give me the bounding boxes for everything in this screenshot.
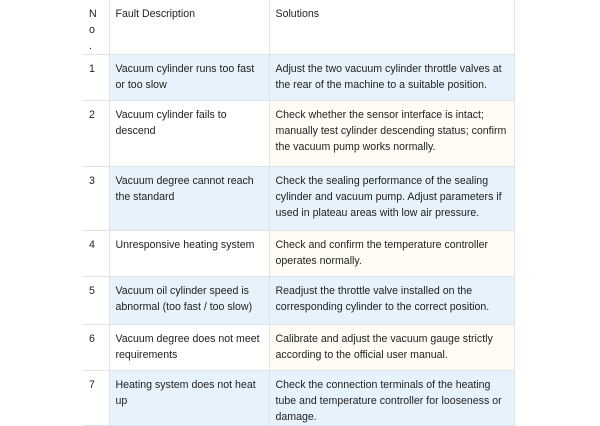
row-number: 6 bbox=[83, 325, 109, 371]
table-row bbox=[83, 101, 514, 167]
solution-cell: Check whether the sensor interface is intact; manually test cylinder descending status; confirm the vacuum pump works normally. bbox=[269, 101, 514, 167]
header-fault-label: Fault Description bbox=[115, 8, 195, 20]
fault-table bbox=[83, 0, 515, 426]
row-number: 5 bbox=[83, 277, 109, 325]
header-fault-description bbox=[109, 0, 269, 55]
solution-cell: Check the connection terminals of the heating tube and temperature controller for looseness or damage. bbox=[269, 371, 514, 426]
row-number: 3 bbox=[83, 167, 109, 231]
solution-cell: Adjust the two vacuum cylinder throttle valves at the rear of the machine to a suitable position. bbox=[269, 55, 514, 101]
table-header-row bbox=[83, 0, 514, 55]
fault-description-cell: Vacuum cylinder runs too fast or too slow bbox=[109, 55, 269, 101]
fault-description-cell: Vacuum cylinder fails to descend bbox=[109, 101, 269, 167]
fault-description-cell: Vacuum degree cannot reach the standard bbox=[109, 167, 269, 231]
solution-cell: Readjust the throttle valve installed on the corresponding cylinder to the correct position. bbox=[269, 277, 514, 325]
solution-cell: Check and confirm the temperature controller operates normally. bbox=[269, 231, 514, 277]
fault-description-cell: Unresponsive heating system bbox=[109, 231, 269, 277]
header-solutions-label: Solutions bbox=[275, 8, 320, 20]
table-row bbox=[83, 277, 514, 325]
header-no-label: No . bbox=[89, 8, 97, 52]
fault-description-cell: Vacuum oil cylinder speed is abnormal (too fast / too slow) bbox=[109, 277, 269, 325]
solution-cell: Check the sealing performance of the sealing cylinder and vacuum pump. Adjust parameters if used in plateau areas with low air pressure. bbox=[269, 167, 514, 231]
fault-description-cell: Vacuum degree does not meet requirements bbox=[109, 325, 269, 371]
row-number: 2 bbox=[83, 101, 109, 167]
table-row bbox=[83, 55, 514, 101]
table-row bbox=[83, 371, 514, 426]
fault-description-cell: Heating system does not heat up bbox=[109, 371, 269, 426]
row-number: 1 bbox=[83, 55, 109, 101]
solution-cell: Calibrate and adjust the vacuum gauge strictly according to the official user manual. bbox=[269, 325, 514, 371]
table-row bbox=[83, 167, 514, 231]
table-row bbox=[83, 231, 514, 277]
table-row bbox=[83, 325, 514, 371]
row-number: 7 bbox=[83, 371, 109, 426]
header-no bbox=[83, 0, 109, 55]
header-solutions bbox=[269, 0, 514, 55]
row-number: 4 bbox=[83, 231, 109, 277]
